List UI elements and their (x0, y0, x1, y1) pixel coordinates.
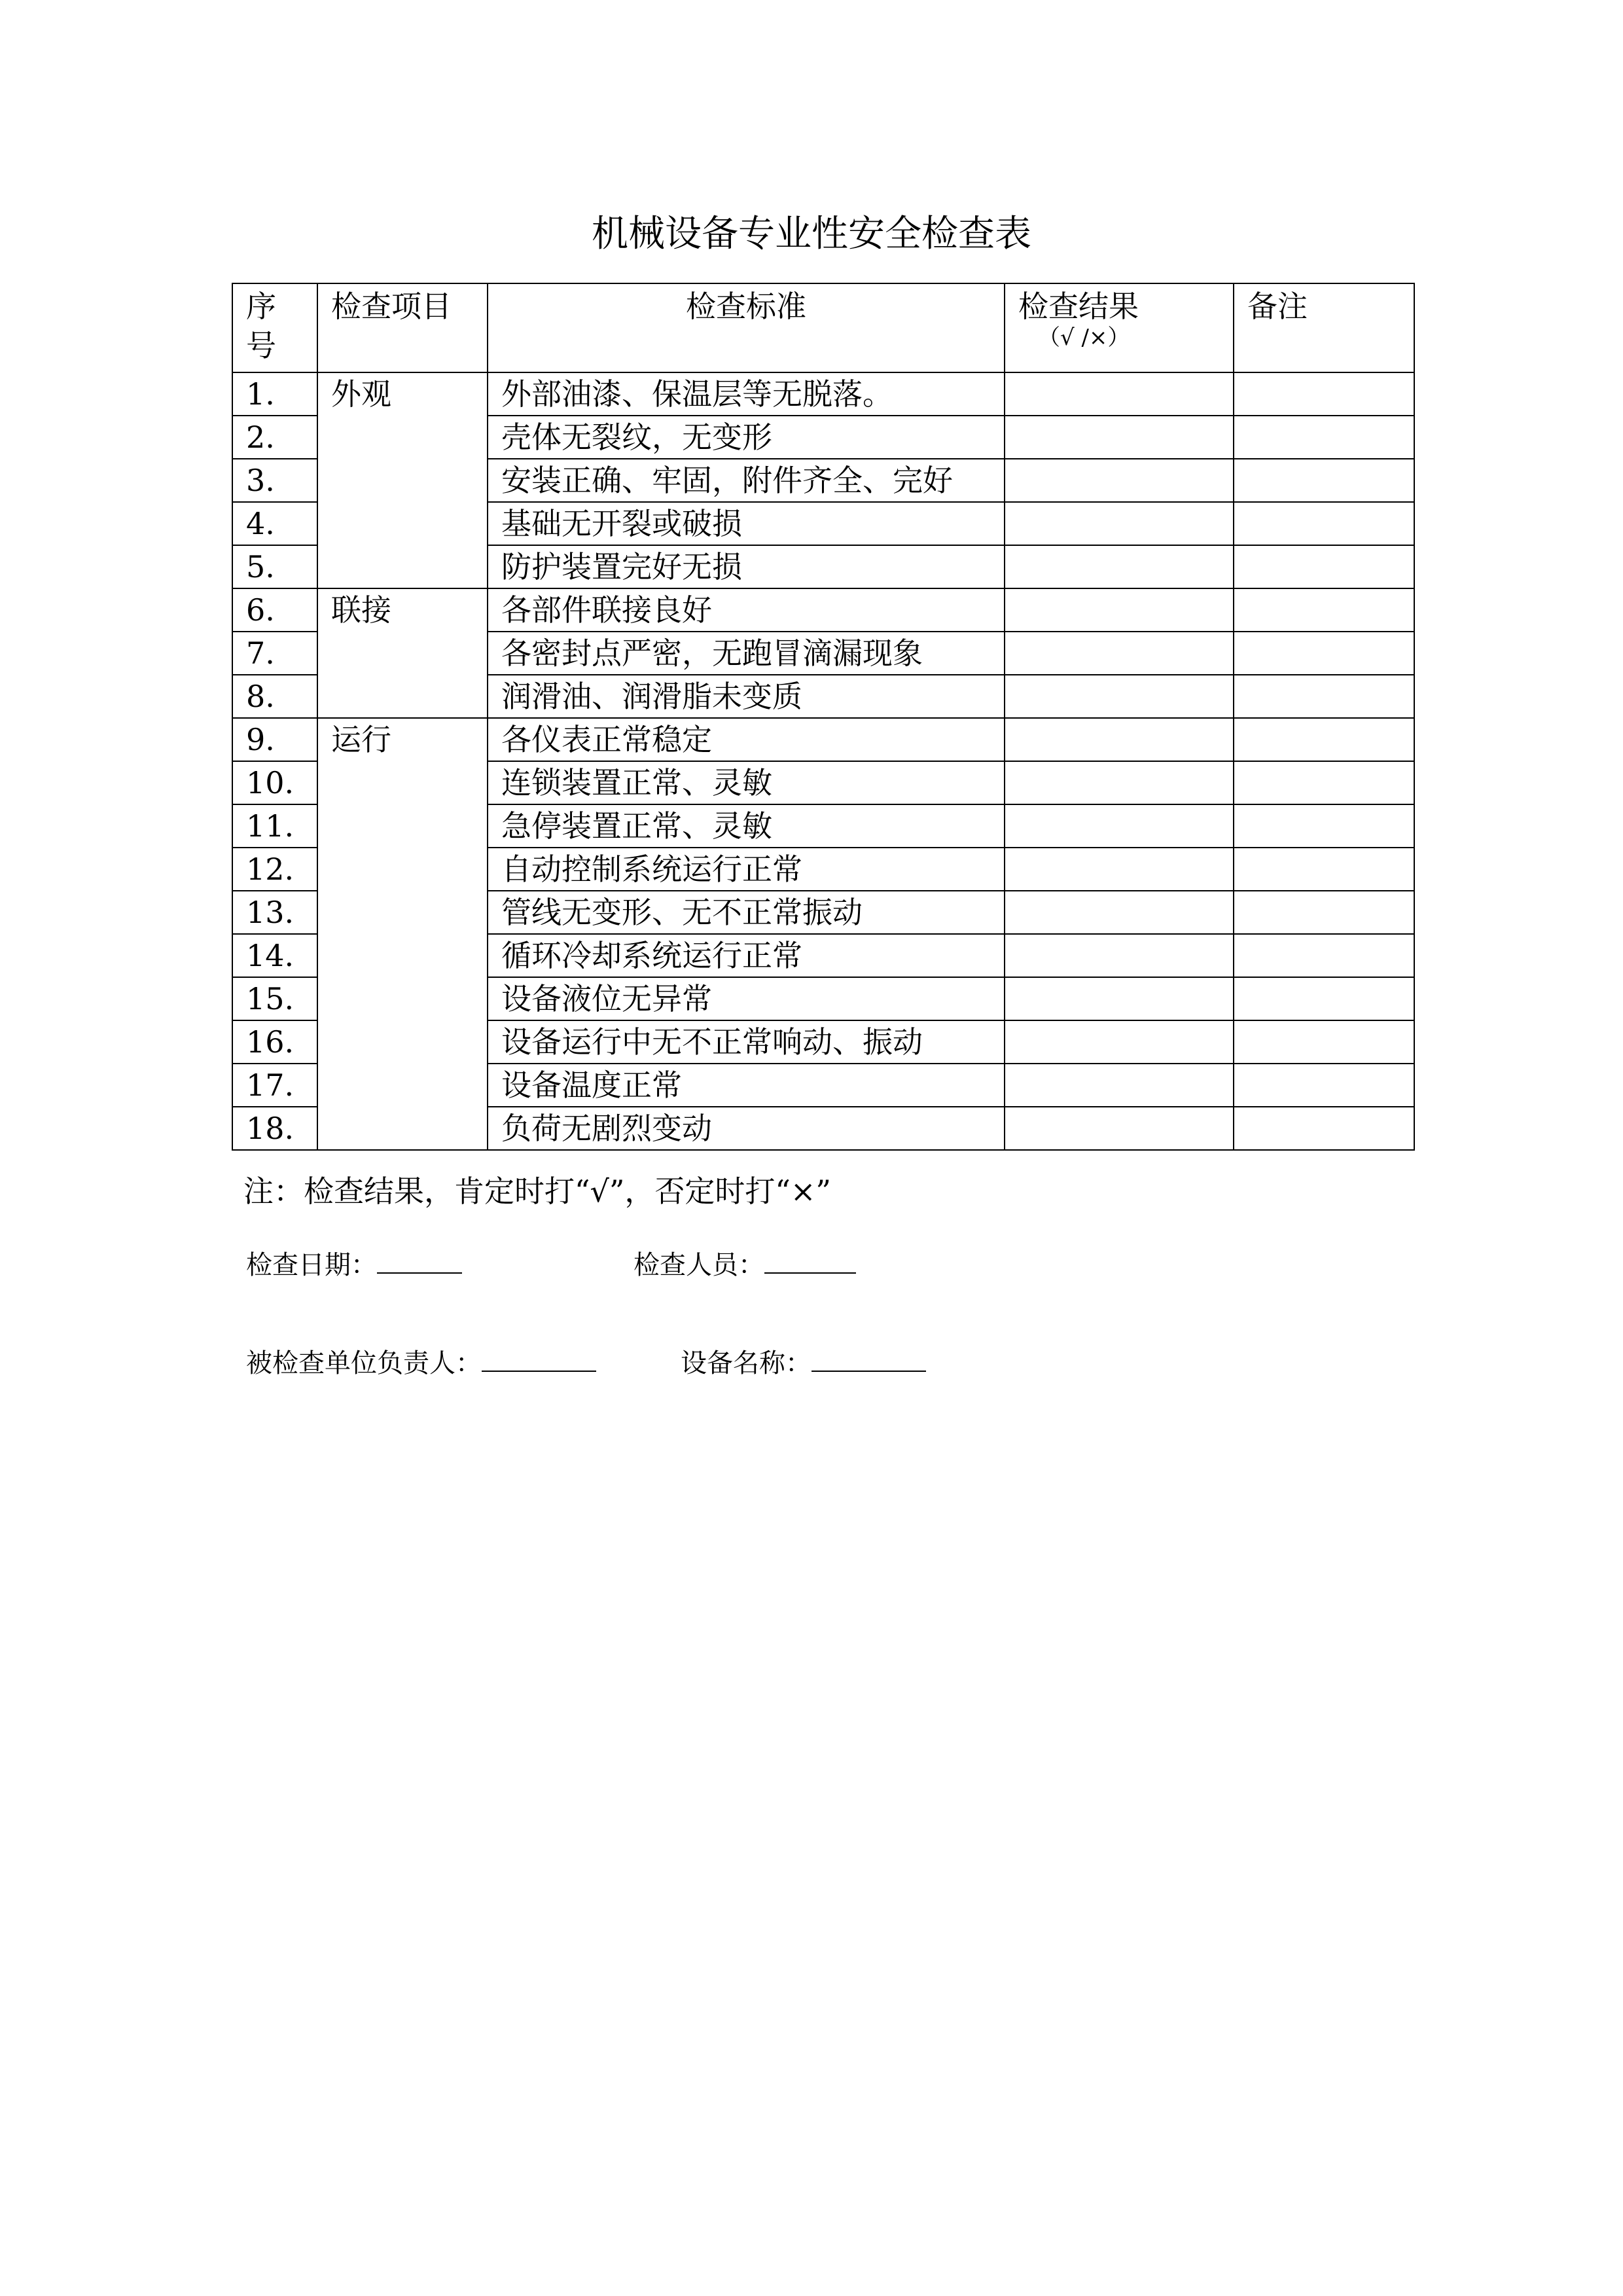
note-cell[interactable] (1234, 977, 1414, 1020)
equipment-name-input[interactable] (812, 1342, 926, 1372)
check-result-cell[interactable] (1005, 416, 1234, 459)
page-title: 机械设备专业性安全检查表 (592, 213, 1031, 255)
check-standard: 循环冷却系统运行正常 (488, 934, 1005, 977)
check-result-cell[interactable] (1005, 718, 1234, 761)
check-result-cell[interactable] (1005, 545, 1234, 588)
note-cell[interactable] (1234, 934, 1414, 977)
check-standard: 设备液位无异常 (488, 977, 1005, 1020)
note-cell[interactable] (1234, 1107, 1414, 1150)
check-result-cell[interactable] (1005, 891, 1234, 934)
header-item: 检查项目 (317, 283, 488, 372)
row-number: 8. (232, 675, 317, 718)
row-number: 18. (232, 1107, 317, 1150)
equipment-name-label: 设备名称： (681, 1348, 812, 1378)
note-cell[interactable] (1234, 761, 1414, 804)
row-number: 15. (232, 977, 317, 1020)
note-cell[interactable] (1234, 372, 1414, 416)
note-cell[interactable] (1234, 848, 1414, 891)
row-number: 7. (232, 632, 317, 675)
row-number: 1. (232, 372, 317, 416)
check-standard: 急停装置正常、灵敏 (488, 804, 1005, 848)
note-cell[interactable] (1234, 588, 1414, 632)
check-result-cell[interactable] (1005, 977, 1234, 1020)
note-cell[interactable] (1234, 718, 1414, 761)
check-result-cell[interactable] (1005, 1064, 1234, 1107)
check-standard: 基础无开裂或破损 (488, 502, 1005, 545)
check-result-cell[interactable] (1005, 372, 1234, 416)
check-standard: 自动控制系统运行正常 (488, 848, 1005, 891)
table-header-row (232, 283, 1414, 372)
check-standard: 负荷无剧烈变动 (488, 1107, 1005, 1150)
inspection-date-input[interactable] (377, 1244, 462, 1274)
row-number: 6. (232, 588, 317, 632)
check-result-cell[interactable] (1005, 459, 1234, 502)
note-cell[interactable] (1234, 502, 1414, 545)
check-result-cell[interactable] (1005, 1020, 1234, 1064)
inspector-input[interactable] (764, 1244, 856, 1274)
check-standard: 防护装置完好无损 (488, 545, 1005, 588)
row-number: 12. (232, 848, 317, 891)
row-number: 14. (232, 934, 317, 977)
check-item: 外观 (317, 372, 488, 588)
check-standard: 连锁装置正常、灵敏 (488, 761, 1005, 804)
check-standard: 外部油漆、保温层等无脱落。 (488, 372, 1005, 416)
check-standard: 各仪表正常稳定 (488, 718, 1005, 761)
row-number: 11. (232, 804, 317, 848)
check-standard: 设备温度正常 (488, 1064, 1005, 1107)
check-result-cell[interactable] (1005, 848, 1234, 891)
row-number: 10. (232, 761, 317, 804)
header-result-sub: （√ /×） (1038, 325, 1130, 351)
check-standard: 润滑油、润滑脂未变质 (488, 675, 1005, 718)
check-item: 运行 (317, 718, 488, 1150)
header-result (1005, 283, 1234, 372)
header-result-label: 检查结果 (1018, 289, 1139, 324)
header-no-label: 序号 (246, 289, 276, 363)
unit-head-label: 被检查单位负责人： (246, 1348, 482, 1378)
table-row (232, 588, 1414, 632)
check-result-cell[interactable] (1005, 675, 1234, 718)
row-number: 17. (232, 1064, 317, 1107)
inspector (633, 1244, 856, 1285)
check-standard: 各部件联接良好 (488, 588, 1005, 632)
check-result-cell[interactable] (1005, 588, 1234, 632)
header-note: 备注 (1234, 283, 1414, 372)
check-item: 联接 (317, 588, 488, 718)
note-cell[interactable] (1234, 891, 1414, 934)
note-cell[interactable] (1234, 459, 1414, 502)
note-cell[interactable] (1234, 632, 1414, 675)
row-number: 13. (232, 891, 317, 934)
check-standard: 各密封点严密，无跑冒滴漏现象 (488, 632, 1005, 675)
check-standard: 管线无变形、无不正常振动 (488, 891, 1005, 934)
note-cell[interactable] (1234, 545, 1414, 588)
table-row (232, 718, 1414, 761)
check-standard: 安装正确、牢固，附件齐全、完好 (488, 459, 1005, 502)
row-number: 2. (232, 416, 317, 459)
check-standard: 设备运行中无不正常响动、振动 (488, 1020, 1005, 1064)
equipment-name (681, 1342, 926, 1383)
note-cell[interactable] (1234, 1064, 1414, 1107)
check-standard: 壳体无裂纹，无变形 (488, 416, 1005, 459)
row-number: 9. (232, 718, 317, 761)
check-result-cell[interactable] (1005, 1107, 1234, 1150)
footnote: 注：检查结果，肯定时打“√”，否定时打“×” (243, 1174, 831, 1209)
unit-head (246, 1342, 596, 1383)
row-number: 16. (232, 1020, 317, 1064)
note-cell[interactable] (1234, 804, 1414, 848)
check-result-cell[interactable] (1005, 761, 1234, 804)
inspector-label: 检查人员： (633, 1250, 764, 1280)
row-number: 5. (232, 545, 317, 588)
note-cell[interactable] (1234, 416, 1414, 459)
check-result-cell[interactable] (1005, 934, 1234, 977)
row-number: 3. (232, 459, 317, 502)
note-cell[interactable] (1234, 1020, 1414, 1064)
unit-head-input[interactable] (482, 1342, 596, 1372)
check-result-cell[interactable] (1005, 804, 1234, 848)
check-result-cell[interactable] (1005, 502, 1234, 545)
inspection-date-label: 检查日期： (246, 1250, 377, 1280)
note-cell[interactable] (1234, 675, 1414, 718)
table-row (232, 372, 1414, 416)
row-number: 4. (232, 502, 317, 545)
check-result-cell[interactable] (1005, 632, 1234, 675)
inspection-table (232, 283, 1415, 1151)
header-standard: 检查标准 (488, 283, 1005, 372)
header-no (232, 283, 317, 372)
inspection-date (246, 1244, 462, 1285)
